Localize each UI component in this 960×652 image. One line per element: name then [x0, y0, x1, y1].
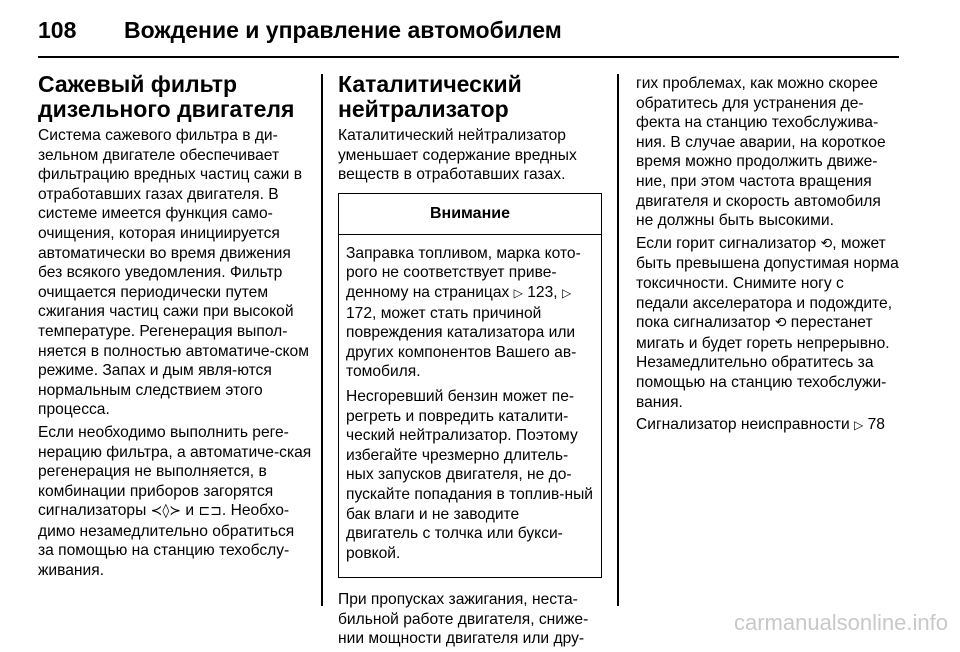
page-ref-link[interactable]: 123,: [527, 283, 558, 301]
malfunction-light-paragraph: [636, 234, 900, 412]
particle-filter-paragraph-2: [38, 423, 314, 581]
section-heading-particle-filter: Сажевый фильтр дизельного двигателя: [38, 71, 295, 122]
warning-text-a: Заправка топливом, марка кото-рого не соответствует приве-денному на страницах: [346, 244, 581, 301]
page-ref-link[interactable]: 78: [867, 416, 885, 434]
column-2: [338, 72, 602, 652]
malfunction-text-c: перестанет мигать и будет гореть непрерывно. Незамедлительно обратитесь за помощью на станцию техобслужи-вания.: [636, 314, 890, 411]
warning-title: Внимание: [339, 194, 601, 235]
particle-filter-text-b: . Необхо-димо незамедлительно обратиться за помощью на станцию техобслу-живания.: [38, 502, 295, 580]
page-number: 108: [38, 17, 77, 43]
engine-malfunction-icon: ⟲: [820, 235, 833, 252]
page-ref-arrow-icon: ▷: [561, 285, 572, 300]
catalytic-intro: Каталитический нейтрализатор уменьшает содержание вредных веществ в отработавших газах.: [338, 127, 577, 184]
column-3: [636, 74, 900, 439]
section-heading-catalytic-converter: Каталитический нейтрализатор: [338, 71, 522, 122]
malfunction-text-a: Если горит сигнализатор: [636, 234, 817, 252]
page-ref-arrow-icon: ▷: [513, 285, 523, 300]
warning-text-b: может стать причиной повреждения катализатора или других компонентов Вашего ав-томобиля.: [346, 304, 577, 381]
watermark: carmanualsonline.info: [733, 610, 948, 635]
engine-malfunction-icon: ⟲: [774, 315, 787, 332]
column-divider-2: [617, 74, 619, 606]
column-1: [38, 72, 314, 584]
column-divider-1: [321, 74, 323, 606]
page-header: [38, 10, 898, 50]
warning-box: [338, 193, 602, 579]
warning-paragraph-2: Несгоревший бензин может пе-регреть и повредить каталити-ческий нейтрализатор. Поэтому избегайте чрезмерно длитель-ных запусков двигателя, не до-пускайте попадания в топлив-ный бак влаги и не заводите двигатель с толчка или букси-ровкой.: [346, 387, 594, 562]
malfunction-text-b: , может быть превышена допустимая норма токсичности. Снимите ногу с педали акселератора и подождите, пока сигнализатор: [636, 234, 899, 332]
engine-check-icon: ⊏⊐: [198, 503, 222, 520]
page-header-title: Вождение и управление автомобилем: [124, 17, 562, 43]
page-ref-arrow-icon: ▷: [854, 418, 864, 433]
warning-paragraph-1: [346, 244, 595, 382]
page-ref-link[interactable]: 172,: [346, 304, 377, 322]
malfunction-reference: [636, 415, 900, 436]
particle-filter-text-a: Если необходимо выполнить реге-нерацию фильтра, а автоматиче-ская регенерация не выполняется, в комбинации приборов загорятся сигнализаторы: [38, 423, 312, 520]
malfunction-ref-text: Сигнализатор неисправности: [636, 416, 850, 434]
warning-body: [339, 235, 601, 578]
catalytic-after-warning: При пропусках зажигания, неста-бильной работе двигателя, сниже-нии мощности двигателя или дру-: [338, 591, 589, 648]
particle-filter-paragraph-1: Система сажевого фильтра в ди-зельном двигателе обеспечивает фильтрацию вредных частиц сажи в отработавших газах двигателя. В системе имеется функция само-очищения, которая инициируется автоматически во время движения без всякого уведомления. Фильтр очищается периодически путем сжигания частиц сажи при высокой температуре. Регенерация выпол-няется в полностью автоматиче-ском режиме. Запах и дым явля-ются нормальным следствием этого процесса.: [38, 127, 309, 419]
header-divider: [38, 56, 899, 58]
catalytic-continued-paragraph: гих проблемах, как можно скорее обратитесь для устранения де-фекта на станцию техобслужива-ния. В случае аварии, на короткое время можно продолжить движе-ние, при этом частота вращения двигателя и скорость автомобиля не должны быть высокими.: [636, 75, 886, 230]
particle-filter-warning-icon: ≺◊≻: [150, 503, 182, 520]
particle-filter-text-and: и: [185, 502, 195, 520]
